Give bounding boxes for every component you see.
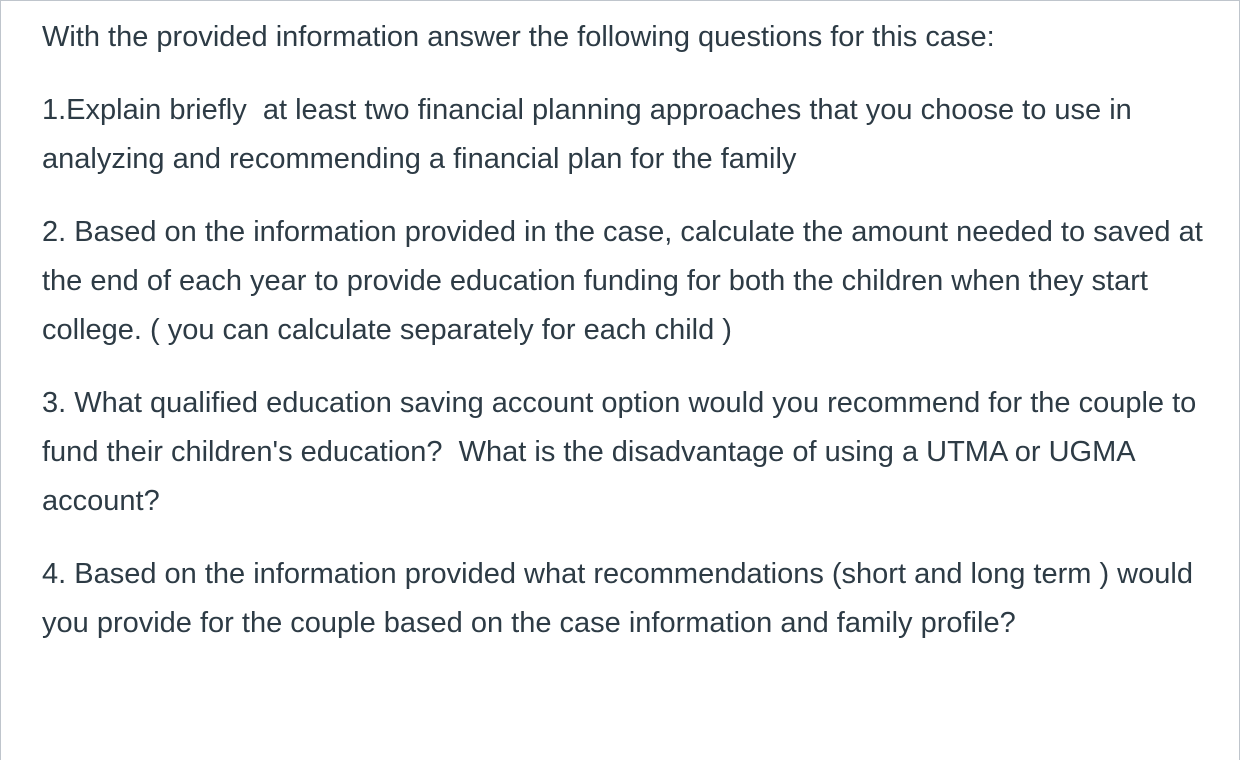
question-4: 4. Based on the information provided what recommendations (short and long term ) would you provide for the couple based on the case information and family profile? xyxy=(42,558,1202,639)
question-1: 1.Explain briefly at least two financial planning approaches that you choose to use in analyzing and recommending a financial plan for the family xyxy=(42,94,1140,175)
question-2: 2. Based on the information provided in the case, calculate the amount needed to saved at the end of each year to provide education funding for both the children when they start college. ( you can calculate separately for each child ) xyxy=(42,216,1211,346)
intro-text: With the provided information answer the following questions for this case: xyxy=(42,21,995,53)
question-3: 3. What qualified education saving account option would you recommend for the couple to fund their children's education? What is the disadvantage of using a UTMA or UGMA account? xyxy=(42,387,1205,517)
question-content xyxy=(42,13,1227,672)
